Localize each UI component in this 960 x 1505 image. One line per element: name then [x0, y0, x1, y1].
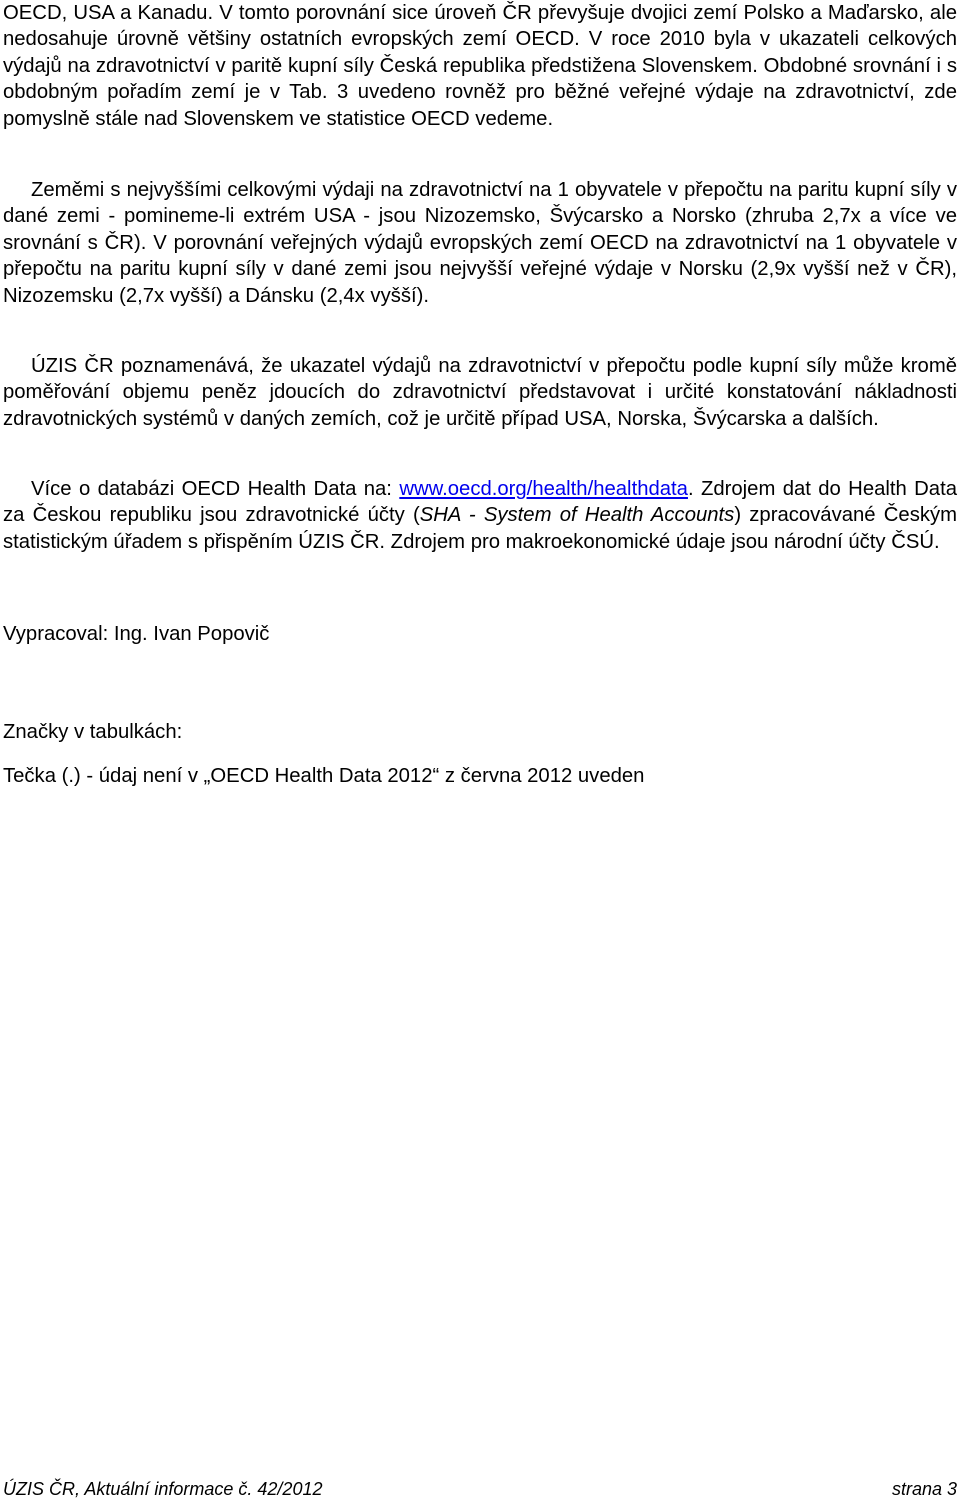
table-marks-title: Značky v tabulkách:: [3, 721, 183, 743]
paragraph-uzis-note: ÚZIS ČR poznamenává, že ukazatel výdajů na zdravotnictví v přepočtu podle kupní síly může kromě poměřování objemu peněz jdoucích do zdravotnictví představovat i určité konstatování nákladnosti zdravotnických systémů v daných zemích, což je určitě případ USA, Norska, Švýcarska a dalších.: [3, 355, 957, 430]
footer-publication: ÚZIS ČR, Aktuální informace č. 42/2012: [3, 1479, 323, 1499]
paragraph-oecd-comparison: OECD, USA a Kanadu. V tomto porovnání sice úroveň ČR převyšuje dvojici zemí Polsko a Maďarsko, ale nedosahuje úrovně většiny ostatních evropských zemí OECD. V roce 2010 byla v ukazateli celkových výdajů na zdravotnictví v paritě kupní síly Česká republika předstižena Slovenskem. Obdobné srovnání i s obdobným pořadím zemí je v Tab. 3 uvedeno rovněž pro běžné veřejné výdaje na zdravotnictví, zde pomyslně stále nad Slovenskem ve statistice OECD vedeme.: [3, 2, 957, 130]
source-text-2: . Zdrojem dat do Health Data za Českou republiku jsou zdravotnické účty (: [3, 478, 957, 527]
author-line: Vypracoval: Ing. Ivan Popovič: [3, 623, 270, 645]
source-text-3: ) zpracovávané Českým statistickým úřadem s přispěním ÚZIS ČR. Zdrojem pro makroekonomické údaje jsou národní účty ČSÚ.: [3, 504, 958, 553]
paragraph-highest-expenditures: Zeměmi s nejvyššími celkovými výdaji na zdravotnictví na 1 obyvatele v přepočtu na paritu kupní síly v dané zemi - pomineme-li extrém USA - jsou Nizozemsko, Švýcarsko a Norsko (zhruba 2,7x a více ve srovnání s ČR). V porovnání veřejných výdajů evropských zemí OECD na zdravotnictví na 1 obyvatele v přepočtu na paritu kupní síly v dané zemi jsou nejvyšší veřejné výdaje v Norsku (2,9x vyšší než v ČR), Nizozemsku (2,7x vyšší) a Dánsku (2,4x vyšší).: [3, 179, 957, 307]
footer-page-number: strana 3: [891, 1479, 957, 1499]
table-mark-dot: Tečka (.) - údaj není v „OECD Health Data 2012“ z června 2012 uveden: [3, 765, 645, 787]
source-text-1: Více o databázi OECD Health Data na:: [31, 478, 400, 500]
sha-italic-term: SHA - System of Health Accounts: [419, 504, 735, 527]
paragraph-data-source: [3, 476, 957, 555]
oecd-health-data-link[interactable]: www.oecd.org/health/healthdata: [399, 478, 688, 500]
